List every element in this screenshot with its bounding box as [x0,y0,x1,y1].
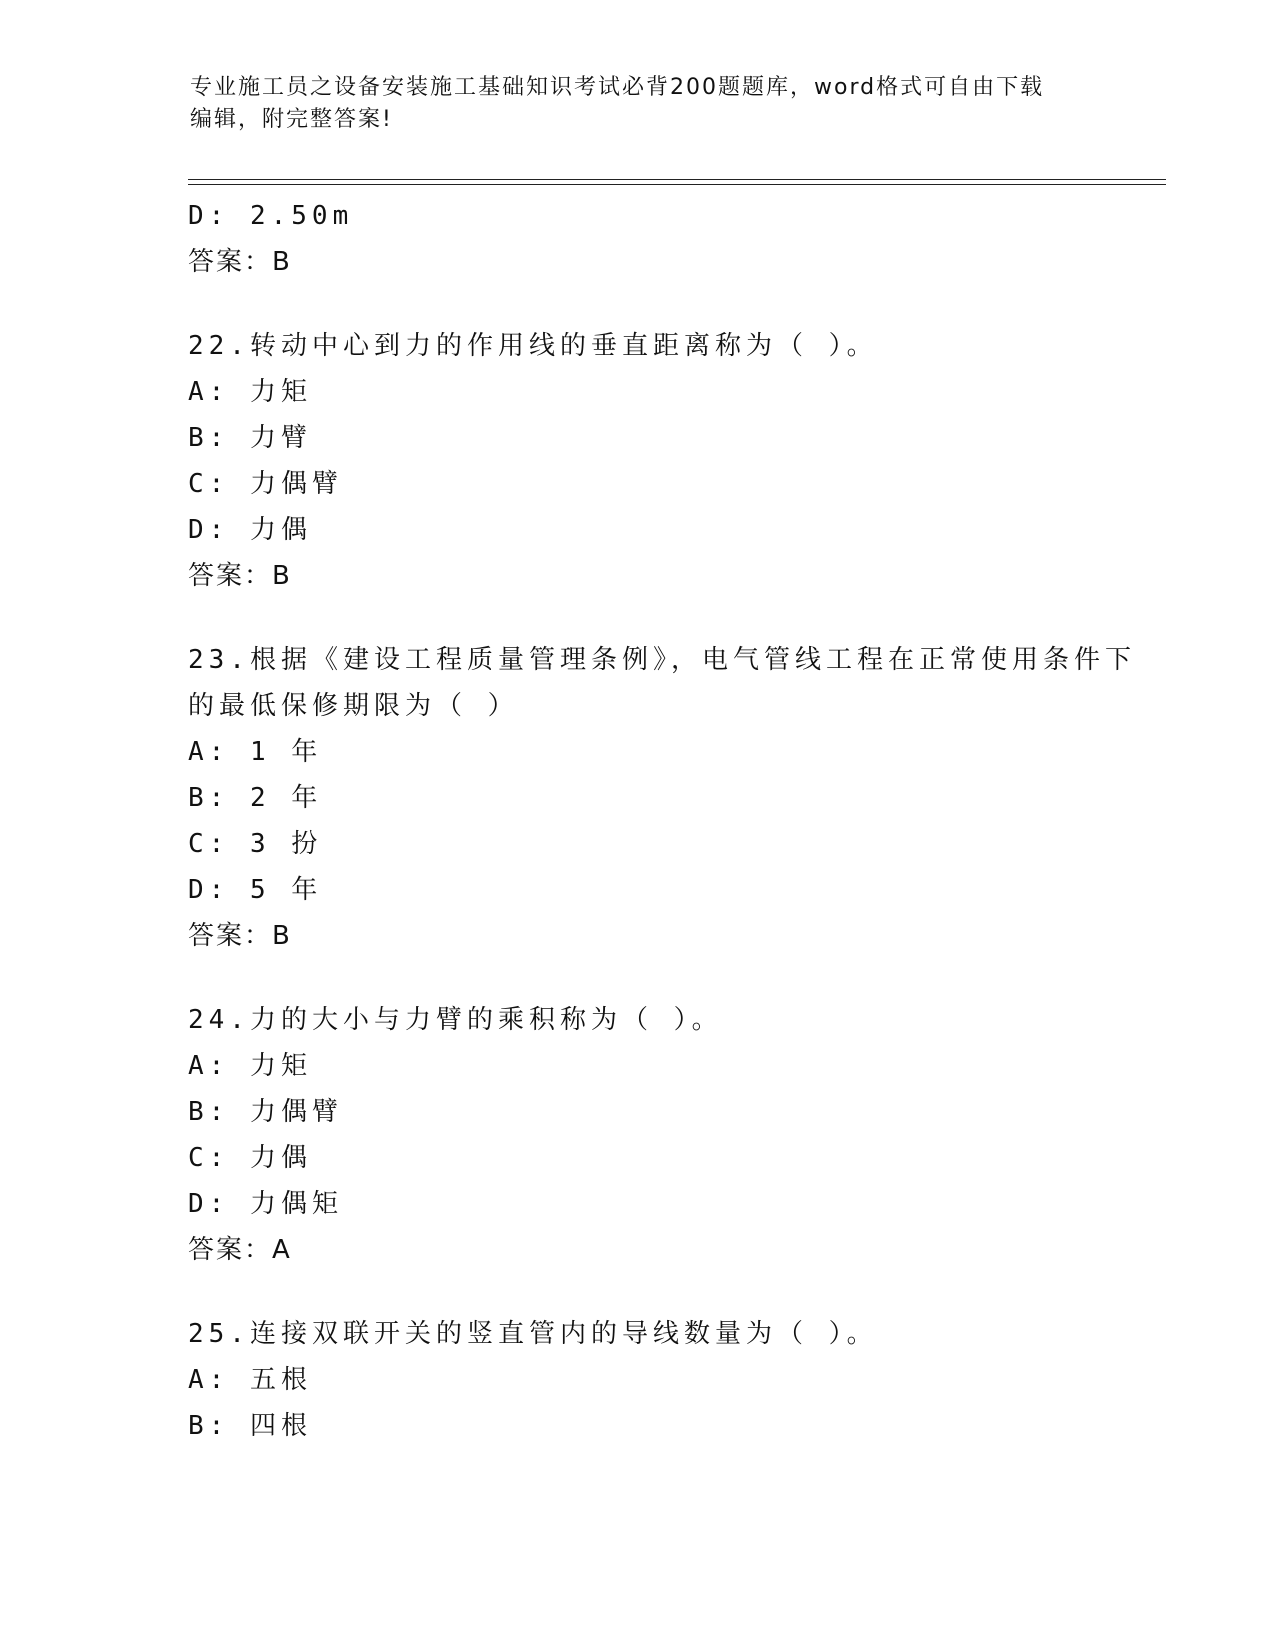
option-a: A: 1 年 [188,737,323,767]
spacer [188,599,1088,637]
header-line-2: 编辑，附完整答案! [190,107,393,132]
question-stem: 23.根据《建设工程质量管理条例》，电气管线工程在正常使用条件下 [188,645,1136,675]
option-b: B: 力臂 [188,423,312,453]
question-stem: 22.转动中心到力的作用线的垂直距离称为（ ）。 [188,331,878,361]
header-line-1: 专业施工员之设备安装施工基础知识考试必背200题题库，word格式可自由下载 [190,75,1045,100]
option-b: B: 四根 [188,1411,312,1441]
question-22 [188,323,1088,599]
spacer [188,285,1088,323]
answer-line: 答案：B [188,561,292,591]
previous-question-tail [188,193,1088,285]
option-b: B: 力偶臂 [188,1097,343,1127]
question-list [188,193,1136,1449]
option-a: A: 力矩 [188,1051,312,1081]
question-stem: 25.连接双联开关的竖直管内的导线数量为（ ）。 [188,1319,878,1349]
spacer [188,1273,1088,1311]
option-d: D: 力偶矩 [188,1189,343,1219]
option-d: D: 5 年 [188,875,323,905]
option-c: C: 3 扮 [188,829,323,859]
answer-line: 答案：B [188,921,292,951]
question-stem: 24.力的大小与力臂的乘积称为（ ）。 [188,1005,723,1035]
answer-line: 答案：B [188,247,292,277]
answer-line: 答案：A [188,1235,292,1265]
option-d: D: 力偶 [188,515,312,545]
question-24 [188,997,1088,1273]
option-c: C: 力偶臂 [188,469,343,499]
question-23 [188,637,1136,959]
option-a: A: 五根 [188,1365,312,1395]
spacer [188,959,1088,997]
option-d: D: 2.50m [188,201,354,231]
document-header [190,72,1090,136]
question-25 [188,1311,1088,1449]
header-rule-top [188,179,1166,180]
option-c: C: 力偶 [188,1143,312,1173]
header-rule-bottom [188,184,1166,185]
option-b: B: 2 年 [188,783,323,813]
question-stem-continued: 的最低保修期限为（ ） [188,691,519,721]
option-a: A: 力矩 [188,377,312,407]
